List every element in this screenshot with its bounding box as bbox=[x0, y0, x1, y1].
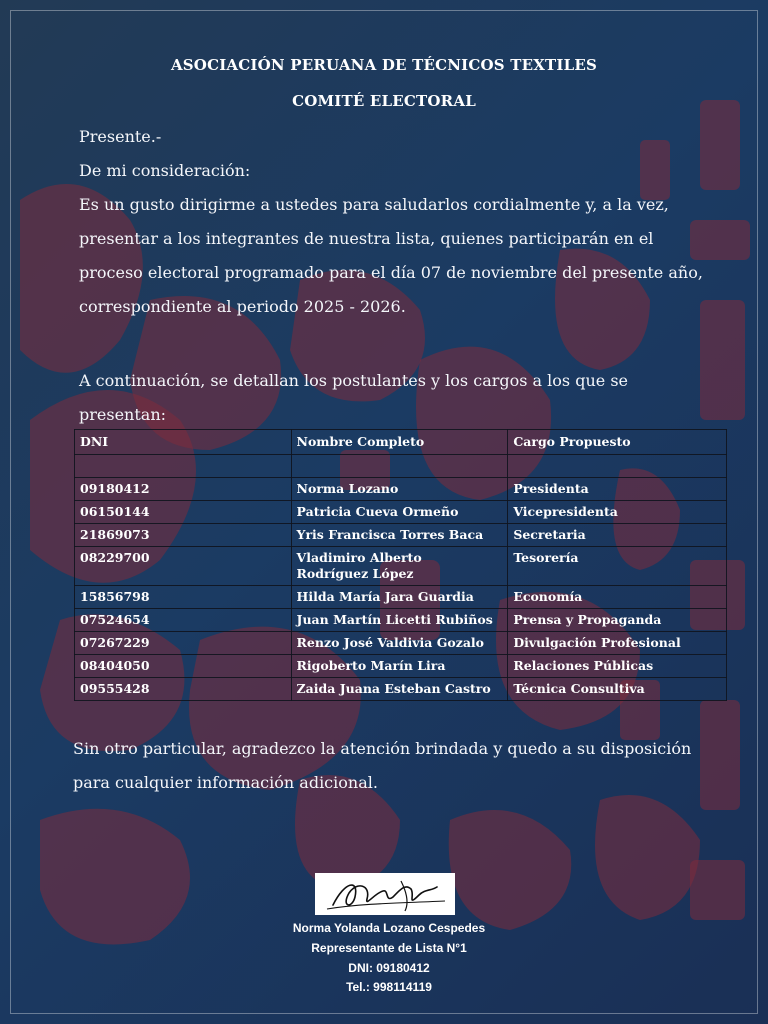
signer-role: Representante de Lista N°1 bbox=[311, 941, 467, 955]
cell-role: Presidenta bbox=[508, 478, 727, 501]
cell-dni: 09180412 bbox=[75, 478, 292, 501]
table-row bbox=[75, 609, 727, 632]
organization-title: ASOCIACIÓN PERUANA DE TÉCNICOS TEXTILES bbox=[170, 56, 598, 74]
cell-dni: 08229700 bbox=[75, 547, 292, 586]
cell-role: Divulgación Profesional bbox=[508, 632, 727, 655]
cell-name: Vladimiro Alberto Rodríguez López bbox=[291, 547, 508, 586]
table-row bbox=[75, 632, 727, 655]
cell-name: Juan Martín Licetti Rubiños bbox=[291, 609, 508, 632]
cell-name: Yris Francisca Torres Baca bbox=[291, 524, 508, 547]
cell-name: Renzo José Valdivia Gozalo bbox=[291, 632, 508, 655]
greeting: Presente.- bbox=[79, 127, 162, 146]
table-row bbox=[75, 501, 727, 524]
table-row bbox=[75, 586, 727, 609]
table-row bbox=[75, 478, 727, 501]
body-paragraph: Es un gusto dirigirme a ustedes para saludarlos cordialmente y, a la vez, presentar a los integrantes de nuestra lista, quienes participarán en el proceso electoral programado para el día 07 de noviembre del presente año, correspondiente al periodo 2025 - 2026. bbox=[79, 195, 703, 316]
cell-name: Hilda María Jara Guardia bbox=[291, 586, 508, 609]
table-row bbox=[75, 655, 727, 678]
signature-image bbox=[315, 873, 455, 915]
signer-name: Norma Yolanda Lozano Cespedes bbox=[292, 921, 486, 935]
cell-name: Patricia Cueva Ormeño bbox=[291, 501, 508, 524]
cell-role: Tesorería bbox=[508, 547, 727, 586]
cell-dni: 06150144 bbox=[75, 501, 292, 524]
header-role: Cargo Propuesto bbox=[508, 430, 727, 455]
cell-role: Prensa y Propaganda bbox=[508, 609, 727, 632]
signer-dni: DNI: 09180412 bbox=[348, 961, 430, 975]
table-row bbox=[75, 524, 727, 547]
cell-dni: 07524654 bbox=[75, 609, 292, 632]
cell-role: Relaciones Públicas bbox=[508, 655, 727, 678]
cell-role: Economía bbox=[508, 586, 727, 609]
cell-dni: 08404050 bbox=[75, 655, 292, 678]
candidates-table bbox=[74, 429, 727, 701]
table-row bbox=[75, 547, 727, 586]
table-intro: A continuación, se detallan los postulantes y los cargos a los que se presentan: bbox=[79, 371, 628, 424]
table-spacer-row bbox=[75, 455, 727, 478]
closing-paragraph: Sin otro particular, agradezco la atención brindada y quedo a su disposición para cualquier información adicional. bbox=[73, 739, 692, 792]
committee-title: COMITÉ ELECTORAL bbox=[292, 92, 476, 110]
signer-phone: Tel.: 998114119 bbox=[346, 980, 432, 994]
cell-role: Secretaria bbox=[508, 524, 727, 547]
cell-name: Zaida Juana Esteban Castro bbox=[291, 678, 508, 701]
salutation: De mi consideración: bbox=[79, 161, 251, 180]
cell-name: Norma Lozano bbox=[291, 478, 508, 501]
cell-name: Rigoberto Marín Lira bbox=[291, 655, 508, 678]
header-name: Nombre Completo bbox=[291, 430, 508, 455]
cell-dni: 15856798 bbox=[75, 586, 292, 609]
table-header-row bbox=[75, 430, 727, 455]
cell-role: Técnica Consultiva bbox=[508, 678, 727, 701]
cell-dni: 21869073 bbox=[75, 524, 292, 547]
handwritten-signature-icon bbox=[315, 873, 455, 915]
table-row bbox=[75, 678, 727, 701]
cell-role: Vicepresidenta bbox=[508, 501, 727, 524]
header-dni: DNI bbox=[75, 430, 292, 455]
cell-dni: 07267229 bbox=[75, 632, 292, 655]
cell-dni: 09555428 bbox=[75, 678, 292, 701]
